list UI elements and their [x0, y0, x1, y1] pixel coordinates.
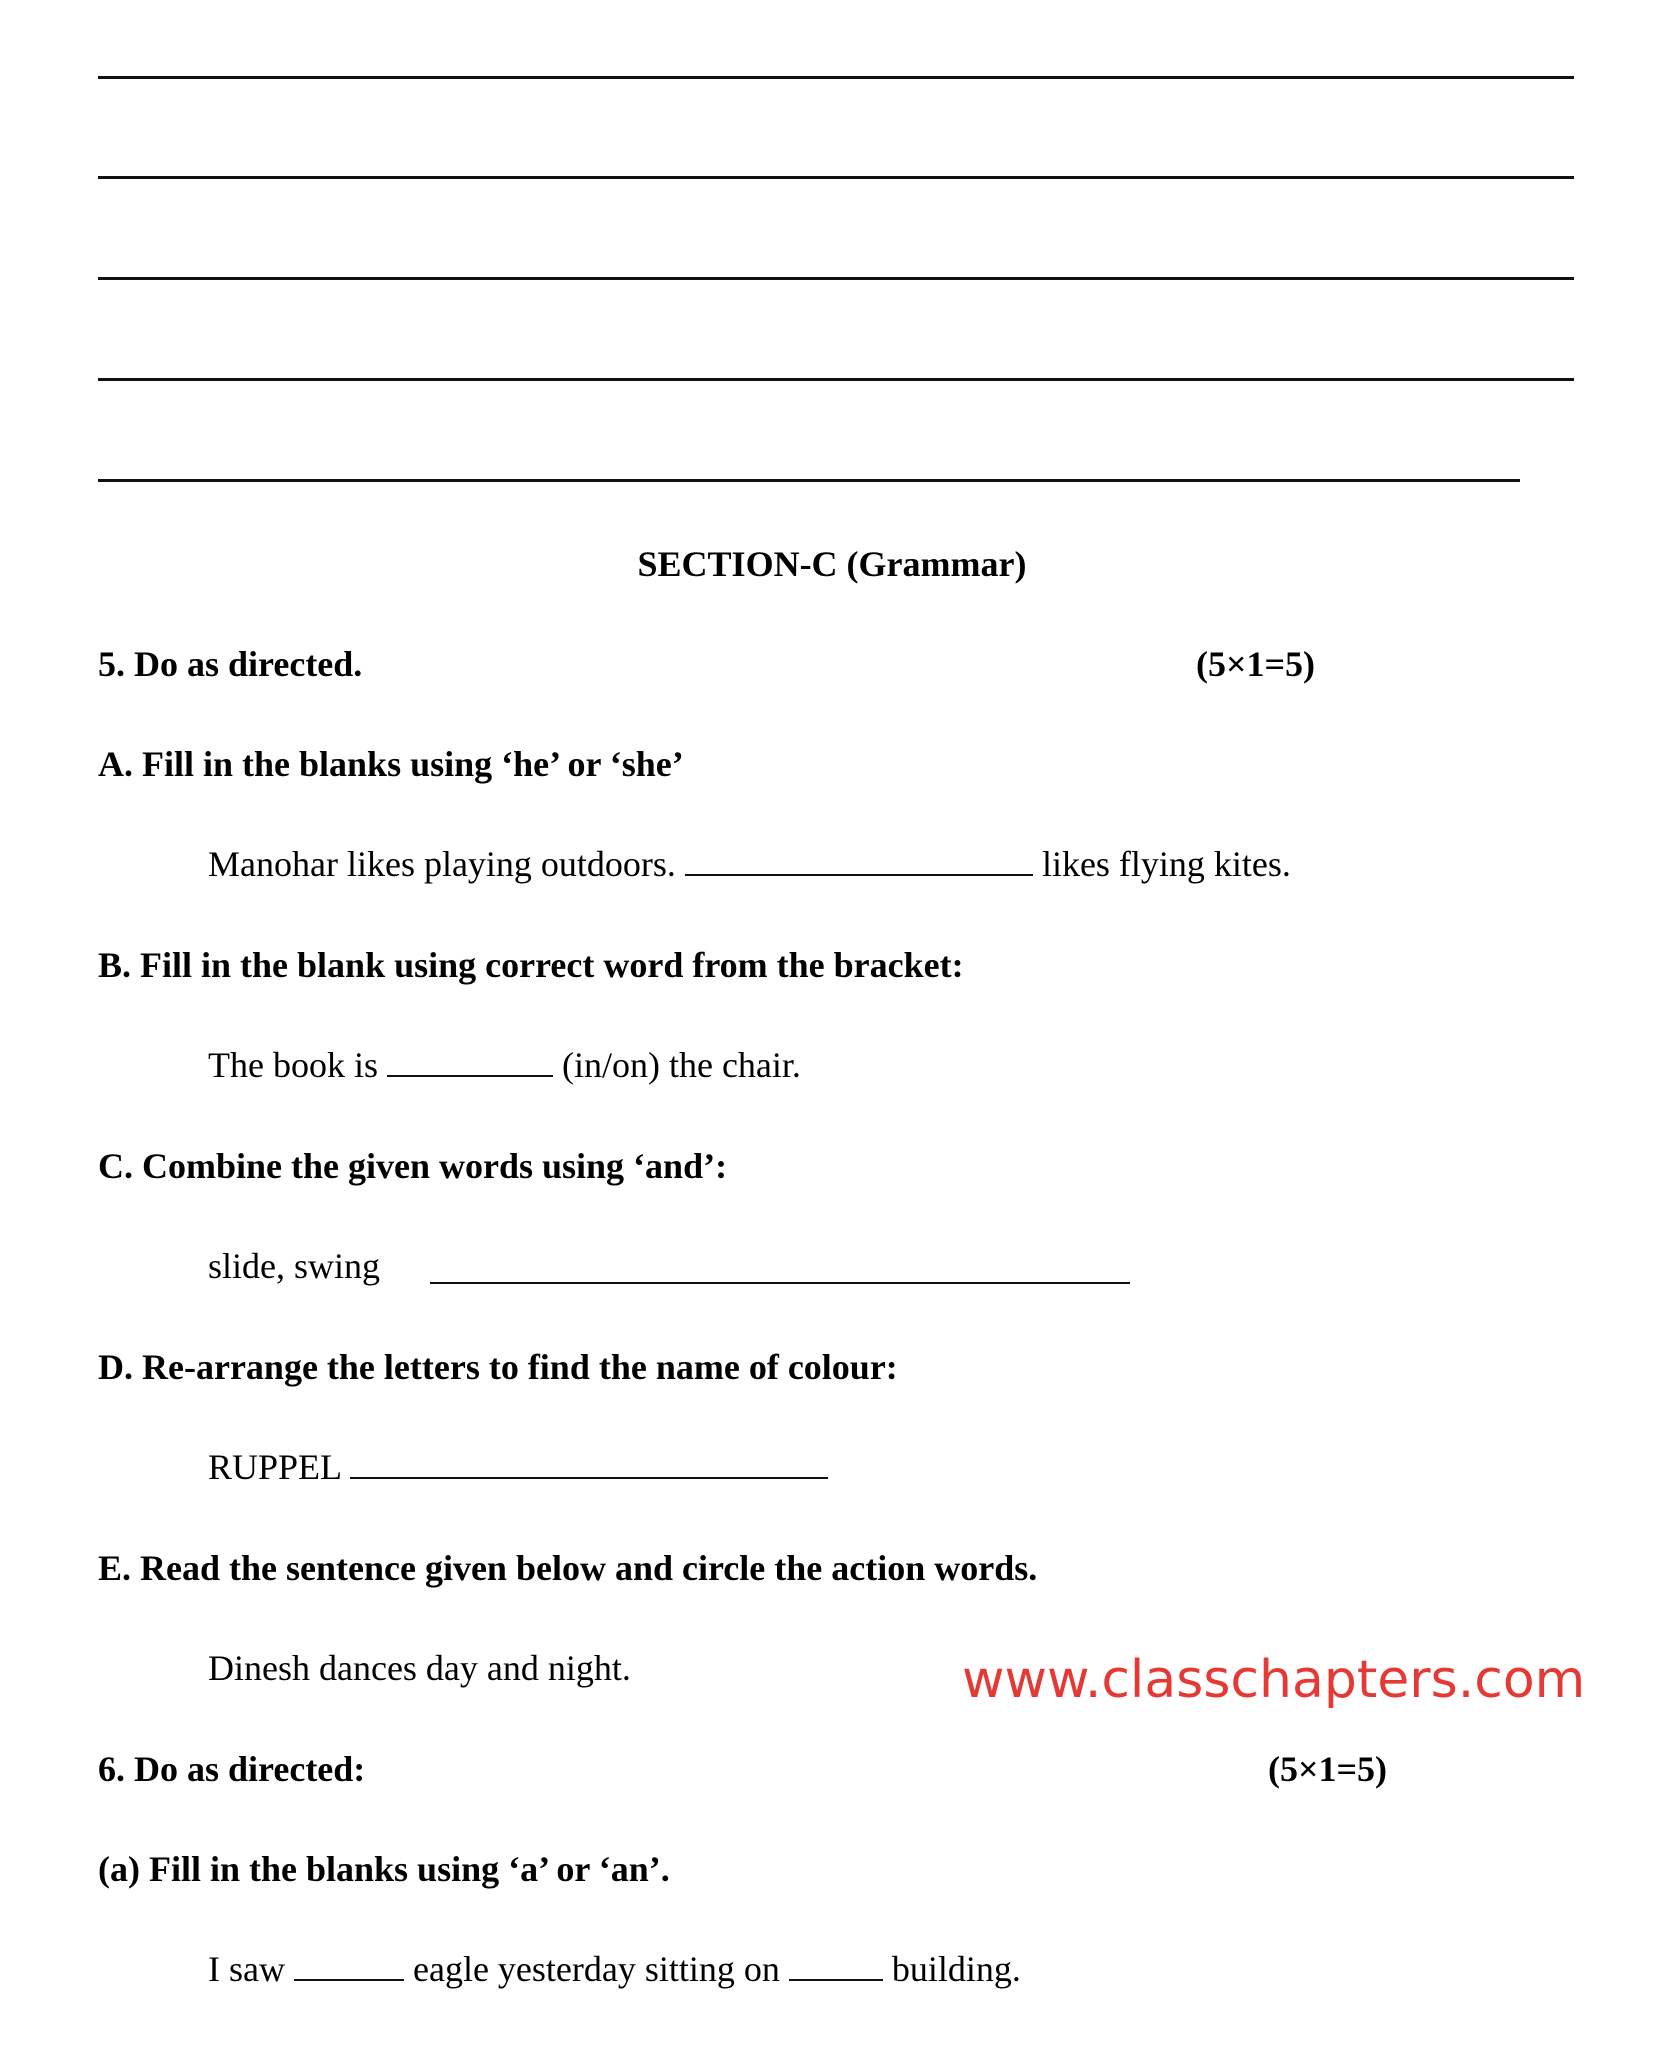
q5a-after: likes flying kites. — [1041, 844, 1291, 884]
q5d-line — [208, 1449, 828, 1485]
q5d-instruction: D. Re-arrange the letters to find the name of colour: — [98, 1347, 898, 1387]
q5e-sentence: Dinesh dances day and night. — [208, 1648, 631, 1688]
q6a-blank-2[interactable] — [789, 1978, 883, 1981]
q5a-sentence — [208, 846, 1291, 882]
section-title: SECTION-C (Grammar) — [637, 544, 1027, 584]
q5a-before: Manohar likes playing outdoors. — [208, 844, 676, 884]
q6a-part3: building. — [891, 1949, 1021, 1989]
q5-heading: 5. Do as directed. — [98, 644, 363, 684]
watermark-url: www.classchapters.com — [962, 1650, 1586, 1710]
q5-marks: (5×1=5) — [1196, 644, 1316, 684]
q6a-part1: I saw — [208, 1949, 285, 1989]
q5b-before: The book is — [208, 1045, 378, 1085]
answer-line-5 — [98, 479, 1520, 482]
q6-marks: (5×1=5) — [1268, 1749, 1388, 1789]
q5c-instruction: C. Combine the given words using ‘and’: — [98, 1146, 728, 1186]
q5a-instruction: A. Fill in the blanks using ‘he’ or ‘she’ — [98, 744, 684, 784]
answer-line-4 — [98, 378, 1574, 381]
q5a-blank[interactable] — [685, 873, 1033, 876]
answer-line-2 — [98, 176, 1574, 179]
q5e-instruction: E. Read the sentence given below and circle the action words. — [98, 1548, 1038, 1588]
answer-line-3 — [98, 277, 1574, 280]
q6a-part2: eagle yesterday sitting on — [412, 1949, 780, 1989]
q5b-sentence — [208, 1047, 801, 1083]
q5d-word: RUPPEL — [208, 1447, 341, 1487]
q6a-blank-1[interactable] — [294, 1978, 404, 1981]
q6a-instruction: (a) Fill in the blanks using ‘a’ or ‘an’. — [98, 1849, 670, 1889]
q6a-sentence — [208, 1951, 1021, 1987]
q5c-answer-line[interactable] — [430, 1282, 1130, 1284]
q5d-blank[interactable] — [350, 1476, 828, 1479]
q5b-instruction: B. Fill in the blank using correct word from the bracket: — [98, 945, 964, 985]
q5c-words: slide, swing — [208, 1246, 381, 1286]
answer-line-1 — [98, 76, 1574, 79]
q5b-after: (in/on) the chair. — [561, 1045, 801, 1085]
q5b-blank[interactable] — [387, 1074, 553, 1077]
q6-heading: 6. Do as directed: — [98, 1749, 366, 1789]
